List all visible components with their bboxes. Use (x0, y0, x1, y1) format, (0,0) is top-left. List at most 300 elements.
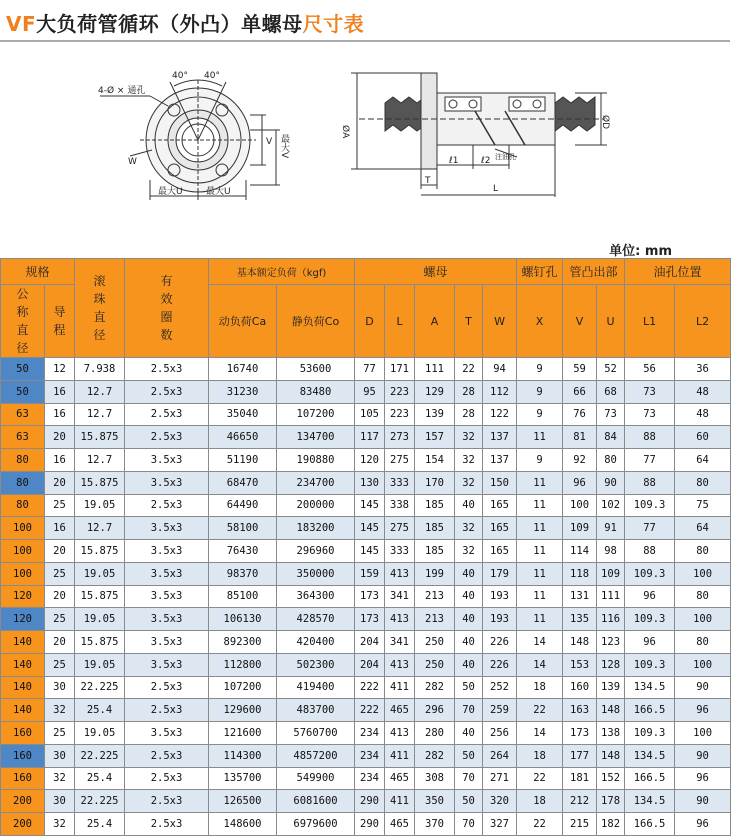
cell-dyn-load: 58100 (209, 517, 277, 540)
table-row (1, 494, 731, 517)
cell-l2: 100 (675, 562, 731, 585)
cell-w: 165 (483, 517, 517, 540)
cell-nominal-dia: 160 (1, 767, 45, 790)
table-row (1, 813, 731, 836)
cell-l: 413 (385, 608, 415, 631)
l1-dim-label: ℓ1 (449, 156, 459, 166)
cell-l2: 90 (675, 676, 731, 699)
cell-u: 138 (597, 722, 625, 745)
header-col-l2: L2 (675, 285, 731, 358)
cell-turns: 3.5x3 (125, 471, 209, 494)
cell-lead: 20 (45, 585, 75, 608)
cell-d: 117 (355, 426, 385, 449)
table-row (1, 653, 731, 676)
cell-v: 181 (563, 767, 597, 790)
cell-turns: 2.5x3 (125, 494, 209, 517)
cell-l1: 73 (625, 380, 675, 403)
cell-turns: 3.5x3 (125, 449, 209, 472)
cell-l: 465 (385, 699, 415, 722)
cell-a: 370 (415, 813, 455, 836)
cell-v: 160 (563, 676, 597, 699)
cell-stat-load: 200000 (277, 494, 355, 517)
cell-v: 96 (563, 471, 597, 494)
cell-stat-load: 364300 (277, 585, 355, 608)
cell-w: 327 (483, 813, 517, 836)
cell-w: 320 (483, 790, 517, 813)
cell-v: 81 (563, 426, 597, 449)
cell-turns: 3.5x3 (125, 722, 209, 745)
cell-l: 411 (385, 676, 415, 699)
title-divider (0, 40, 730, 42)
cell-turns: 3.5x3 (125, 653, 209, 676)
cell-t: 40 (455, 631, 483, 654)
cell-l2: 60 (675, 426, 731, 449)
cell-t: 22 (455, 358, 483, 381)
cell-v: 76 (563, 403, 597, 426)
cell-w: 226 (483, 631, 517, 654)
cell-dyn-load: 64490 (209, 494, 277, 517)
cell-u: 68 (597, 380, 625, 403)
cell-d: 234 (355, 722, 385, 745)
cell-v: 212 (563, 790, 597, 813)
table-row (1, 608, 731, 631)
cell-l: 333 (385, 471, 415, 494)
cell-l2: 75 (675, 494, 731, 517)
v-label: V (266, 137, 273, 147)
cell-turns: 2.5x3 (125, 380, 209, 403)
cell-turns: 2.5x3 (125, 358, 209, 381)
cell-nominal-dia: 63 (1, 426, 45, 449)
cell-l2: 64 (675, 449, 731, 472)
cell-l1: 73 (625, 403, 675, 426)
cell-u: 148 (597, 744, 625, 767)
cell-x: 11 (517, 562, 563, 585)
cell-stat-load: 549900 (277, 767, 355, 790)
l-dim-label: L (493, 184, 499, 194)
cell-l: 413 (385, 653, 415, 676)
cell-nominal-dia: 120 (1, 608, 45, 631)
cell-turns: 3.5x3 (125, 608, 209, 631)
cell-d: 145 (355, 494, 385, 517)
cell-stat-load: 190880 (277, 449, 355, 472)
cell-w: 271 (483, 767, 517, 790)
header-col-v: V (563, 285, 597, 358)
cell-lead: 25 (45, 653, 75, 676)
cell-w: 179 (483, 562, 517, 585)
cell-lead: 30 (45, 790, 75, 813)
cell-ball-dia: 22.225 (75, 744, 125, 767)
cell-lead: 20 (45, 540, 75, 563)
unit-label: 单位: mm (609, 244, 672, 259)
cell-d: 120 (355, 449, 385, 472)
cell-ball-dia: 19.05 (75, 722, 125, 745)
angle-label-1: 40° (172, 71, 188, 81)
cell-nominal-dia: 140 (1, 653, 45, 676)
cell-d: 173 (355, 585, 385, 608)
a-dim-label: ØA (340, 125, 350, 139)
cell-turns: 3.5x3 (125, 631, 209, 654)
header-col-l: L (385, 285, 415, 358)
table-row (1, 358, 731, 381)
cell-a: 250 (415, 653, 455, 676)
cell-ball-dia: 19.05 (75, 653, 125, 676)
cell-l1: 56 (625, 358, 675, 381)
cell-d: 159 (355, 562, 385, 585)
cell-l: 411 (385, 744, 415, 767)
cell-l1: 166.5 (625, 767, 675, 790)
cell-v: 148 (563, 631, 597, 654)
cell-d: 145 (355, 517, 385, 540)
hole-spec-label: 4-Ø × 通孔 (98, 86, 146, 96)
max-u-label-1: 最大U (158, 187, 183, 197)
cell-l2: 100 (675, 608, 731, 631)
cell-nominal-dia: 50 (1, 358, 45, 381)
cell-u: 116 (597, 608, 625, 631)
cell-nominal-dia: 120 (1, 585, 45, 608)
cell-l1: 109.3 (625, 653, 675, 676)
table-row (1, 699, 731, 722)
cell-ball-dia: 12.7 (75, 517, 125, 540)
header-col-w: W (483, 285, 517, 358)
cell-turns: 2.5x3 (125, 699, 209, 722)
cell-t: 32 (455, 471, 483, 494)
cell-dyn-load: 112800 (209, 653, 277, 676)
cell-l2: 100 (675, 653, 731, 676)
cell-lead: 30 (45, 744, 75, 767)
cell-lead: 32 (45, 767, 75, 790)
cell-dyn-load: 135700 (209, 767, 277, 790)
cell-v: 100 (563, 494, 597, 517)
cell-l1: 88 (625, 471, 675, 494)
cell-l1: 109.3 (625, 562, 675, 585)
cell-lead: 16 (45, 380, 75, 403)
cell-ball-dia: 19.05 (75, 608, 125, 631)
header-col-a: A (415, 285, 455, 358)
cell-t: 50 (455, 676, 483, 699)
cell-turns: 2.5x3 (125, 426, 209, 449)
cell-l: 223 (385, 403, 415, 426)
cell-dyn-load: 98370 (209, 562, 277, 585)
cell-u: 111 (597, 585, 625, 608)
header-turns: 有 效 圈 数 (125, 259, 209, 358)
cell-nominal-dia: 80 (1, 471, 45, 494)
cell-l: 275 (385, 449, 415, 472)
cell-lead: 16 (45, 403, 75, 426)
cell-x: 9 (517, 403, 563, 426)
cell-dyn-load: 76430 (209, 540, 277, 563)
w-label: W (128, 157, 137, 167)
cell-v: 153 (563, 653, 597, 676)
cell-a: 185 (415, 540, 455, 563)
cell-turns: 3.5x3 (125, 540, 209, 563)
cell-l1: 134.5 (625, 744, 675, 767)
cell-x: 11 (517, 426, 563, 449)
cell-a: 308 (415, 767, 455, 790)
cell-u: 102 (597, 494, 625, 517)
table-row (1, 585, 731, 608)
header-ball-dia: 滚 珠 直 径 (75, 259, 125, 358)
cell-v: 215 (563, 813, 597, 836)
cell-turns: 2.5x3 (125, 403, 209, 426)
cell-v: 109 (563, 517, 597, 540)
cell-stat-load: 502300 (277, 653, 355, 676)
cell-stat-load: 6979600 (277, 813, 355, 836)
header-col-t: T (455, 285, 483, 358)
cell-stat-load: 183200 (277, 517, 355, 540)
cell-l1: 77 (625, 449, 675, 472)
max-v-label: 最大V (279, 134, 289, 159)
cell-l1: 88 (625, 426, 675, 449)
cell-nominal-dia: 160 (1, 722, 45, 745)
cell-nominal-dia: 140 (1, 699, 45, 722)
cell-v: 66 (563, 380, 597, 403)
cell-turns: 3.5x3 (125, 517, 209, 540)
table-row (1, 722, 731, 745)
t-dim-label: T (425, 176, 431, 186)
cell-x: 22 (517, 813, 563, 836)
cell-ball-dia: 19.05 (75, 494, 125, 517)
cell-a: 129 (415, 380, 455, 403)
cell-stat-load: 107200 (277, 403, 355, 426)
cell-a: 213 (415, 585, 455, 608)
cell-t: 40 (455, 494, 483, 517)
cell-d: 204 (355, 631, 385, 654)
cell-l1: 88 (625, 540, 675, 563)
cell-dyn-load: 121600 (209, 722, 277, 745)
cell-a: 350 (415, 790, 455, 813)
cell-a: 154 (415, 449, 455, 472)
cell-l: 273 (385, 426, 415, 449)
cell-a: 185 (415, 517, 455, 540)
cell-x: 11 (517, 494, 563, 517)
cell-x: 22 (517, 767, 563, 790)
cell-x: 11 (517, 517, 563, 540)
cell-dyn-load: 35040 (209, 403, 277, 426)
cell-l: 465 (385, 767, 415, 790)
cell-l2: 48 (675, 403, 731, 426)
cell-ball-dia: 22.225 (75, 790, 125, 813)
max-u-label-2: 最大U (206, 187, 231, 197)
cell-lead: 32 (45, 813, 75, 836)
cell-w: 165 (483, 494, 517, 517)
cell-dyn-load: 126500 (209, 790, 277, 813)
cell-a: 111 (415, 358, 455, 381)
cell-u: 182 (597, 813, 625, 836)
cell-turns: 2.5x3 (125, 790, 209, 813)
cell-d: 105 (355, 403, 385, 426)
page-title (6, 8, 364, 37)
cell-v: 59 (563, 358, 597, 381)
cell-d: 234 (355, 767, 385, 790)
cell-d: 130 (355, 471, 385, 494)
header-nut: 螺母 (355, 259, 517, 285)
cell-x: 11 (517, 540, 563, 563)
table-row (1, 403, 731, 426)
cell-l1: 77 (625, 517, 675, 540)
cell-u: 123 (597, 631, 625, 654)
cell-l: 413 (385, 722, 415, 745)
cell-nominal-dia: 80 (1, 449, 45, 472)
cell-w: 226 (483, 653, 517, 676)
cell-w: 193 (483, 585, 517, 608)
title-prefix: VF (6, 12, 37, 36)
cell-l2: 80 (675, 471, 731, 494)
cell-turns: 3.5x3 (125, 585, 209, 608)
table-row (1, 540, 731, 563)
cell-lead: 30 (45, 676, 75, 699)
cell-l: 223 (385, 380, 415, 403)
cell-t: 40 (455, 608, 483, 631)
cell-u: 98 (597, 540, 625, 563)
cell-v: 114 (563, 540, 597, 563)
cell-turns: 2.5x3 (125, 676, 209, 699)
cell-a: 139 (415, 403, 455, 426)
cell-w: 259 (483, 699, 517, 722)
cell-w: 264 (483, 744, 517, 767)
cell-w: 137 (483, 426, 517, 449)
cell-stat-load: 53600 (277, 358, 355, 381)
cell-nominal-dia: 140 (1, 676, 45, 699)
cell-x: 11 (517, 471, 563, 494)
cell-w: 137 (483, 449, 517, 472)
cell-lead: 25 (45, 562, 75, 585)
cell-a: 250 (415, 631, 455, 654)
cell-t: 70 (455, 767, 483, 790)
cell-nominal-dia: 100 (1, 562, 45, 585)
spec-table (0, 258, 731, 836)
cell-d: 290 (355, 790, 385, 813)
cell-u: 84 (597, 426, 625, 449)
cell-v: 163 (563, 699, 597, 722)
cell-l: 411 (385, 790, 415, 813)
cell-a: 213 (415, 608, 455, 631)
cell-x: 11 (517, 585, 563, 608)
header-col-x: X (517, 285, 563, 358)
cell-lead: 20 (45, 631, 75, 654)
oil-hole-label: 注油孔 (495, 153, 516, 161)
cell-nominal-dia: 140 (1, 631, 45, 654)
table-row (1, 426, 731, 449)
cell-l1: 166.5 (625, 813, 675, 836)
cell-dyn-load: 51190 (209, 449, 277, 472)
nut-side-drawing (340, 65, 615, 200)
cell-u: 73 (597, 403, 625, 426)
cell-x: 14 (517, 722, 563, 745)
cell-x: 9 (517, 449, 563, 472)
cell-w: 112 (483, 380, 517, 403)
cell-lead: 16 (45, 449, 75, 472)
header-lead: 导 程 (45, 285, 75, 358)
cell-stat-load: 6081600 (277, 790, 355, 813)
cell-d: 222 (355, 676, 385, 699)
cell-l2: 80 (675, 631, 731, 654)
title-main: 大负荷管循环（外凸）单螺母 (36, 12, 303, 36)
cell-a: 282 (415, 676, 455, 699)
d-dim-label: ØD (600, 115, 610, 130)
cell-u: 52 (597, 358, 625, 381)
cell-d: 95 (355, 380, 385, 403)
cell-w: 122 (483, 403, 517, 426)
cell-stat-load: 420400 (277, 631, 355, 654)
cell-l: 341 (385, 585, 415, 608)
cell-dyn-load: 107200 (209, 676, 277, 699)
cell-nominal-dia: 50 (1, 380, 45, 403)
header-bolt: 螺钉孔 (517, 259, 563, 285)
cell-l1: 134.5 (625, 676, 675, 699)
cell-t: 50 (455, 744, 483, 767)
cell-w: 193 (483, 608, 517, 631)
cell-v: 118 (563, 562, 597, 585)
cell-x: 18 (517, 676, 563, 699)
cell-nominal-dia: 200 (1, 790, 45, 813)
cell-x: 22 (517, 699, 563, 722)
cell-u: 178 (597, 790, 625, 813)
header-load: 基本额定负荷（kgf) (209, 259, 355, 285)
cell-t: 40 (455, 653, 483, 676)
cell-stat-load: 419400 (277, 676, 355, 699)
cell-d: 222 (355, 699, 385, 722)
cell-u: 91 (597, 517, 625, 540)
cell-lead: 25 (45, 608, 75, 631)
cell-v: 135 (563, 608, 597, 631)
cell-w: 256 (483, 722, 517, 745)
cell-l: 338 (385, 494, 415, 517)
cell-a: 170 (415, 471, 455, 494)
cell-stat-load: 83480 (277, 380, 355, 403)
cell-l1: 134.5 (625, 790, 675, 813)
cell-l2: 90 (675, 790, 731, 813)
cell-t: 32 (455, 426, 483, 449)
cell-u: 139 (597, 676, 625, 699)
cell-v: 131 (563, 585, 597, 608)
cell-stat-load: 4857200 (277, 744, 355, 767)
cell-l2: 96 (675, 699, 731, 722)
cell-ball-dia: 12.7 (75, 380, 125, 403)
cell-dyn-load: 31230 (209, 380, 277, 403)
cell-ball-dia: 15.875 (75, 426, 125, 449)
table-row (1, 676, 731, 699)
cell-stat-load: 350000 (277, 562, 355, 585)
cell-x: 9 (517, 358, 563, 381)
cell-v: 173 (563, 722, 597, 745)
table-row (1, 471, 731, 494)
cell-ball-dia: 25.4 (75, 813, 125, 836)
cell-turns: 2.5x3 (125, 744, 209, 767)
cell-a: 157 (415, 426, 455, 449)
header-col-l1: L1 (625, 285, 675, 358)
cell-a: 296 (415, 699, 455, 722)
cell-lead: 16 (45, 517, 75, 540)
cell-a: 280 (415, 722, 455, 745)
cell-l2: 48 (675, 380, 731, 403)
cell-w: 252 (483, 676, 517, 699)
spec-table-body (1, 358, 731, 836)
cell-dyn-load: 68470 (209, 471, 277, 494)
cell-l1: 109.3 (625, 494, 675, 517)
cell-x: 18 (517, 790, 563, 813)
cell-nominal-dia: 160 (1, 744, 45, 767)
cell-u: 109 (597, 562, 625, 585)
header-stat: 静负荷Co (277, 285, 355, 358)
cell-x: 18 (517, 744, 563, 767)
cell-u: 148 (597, 699, 625, 722)
cell-nominal-dia: 200 (1, 813, 45, 836)
cell-dyn-load: 892300 (209, 631, 277, 654)
cell-turns: 2.5x3 (125, 813, 209, 836)
cell-t: 28 (455, 380, 483, 403)
cell-l1: 96 (625, 631, 675, 654)
header-col-u: U (597, 285, 625, 358)
